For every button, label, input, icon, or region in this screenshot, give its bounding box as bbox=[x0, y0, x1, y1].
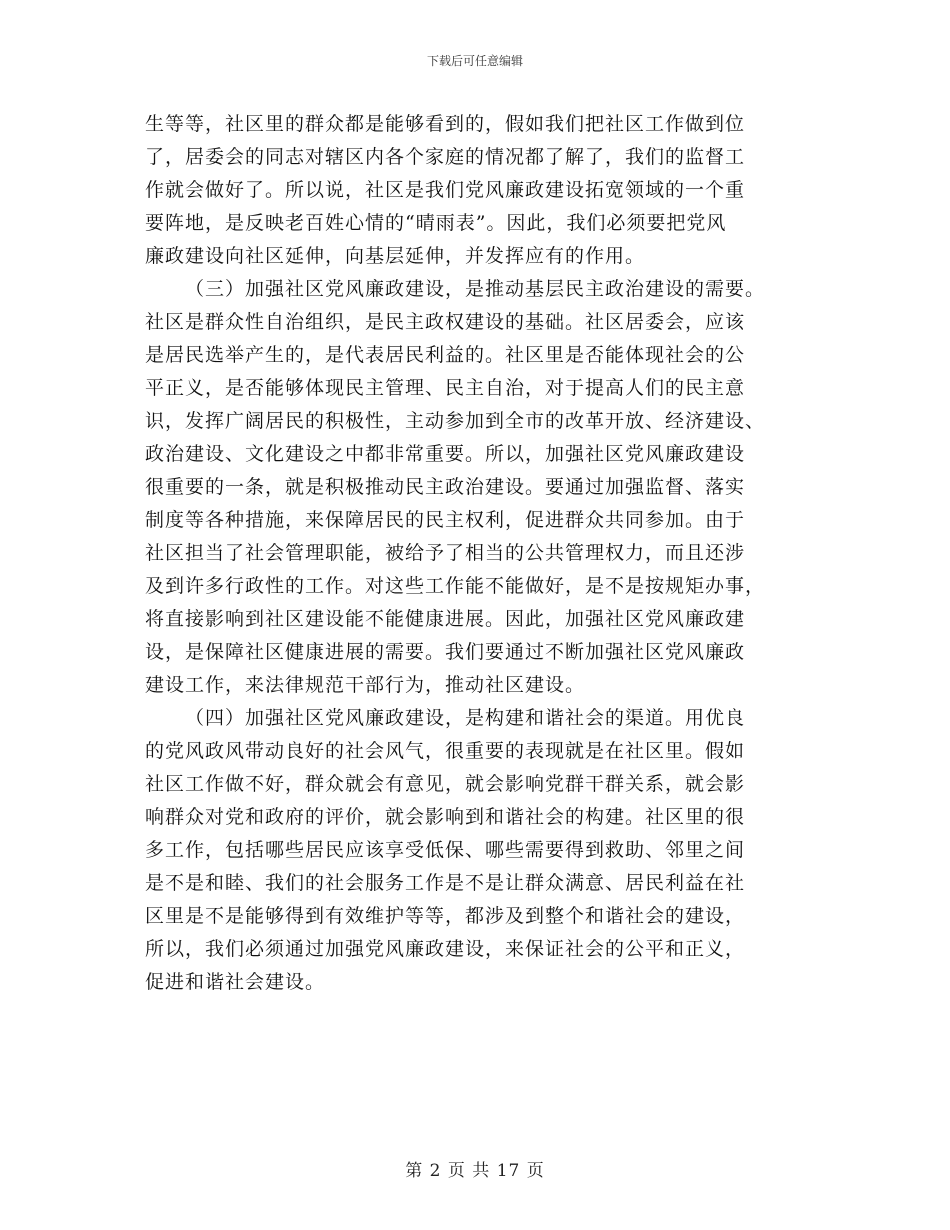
text-line: 将直接影响到社区建设能不能健康进展。因此，加强社区党风廉政建 bbox=[145, 608, 746, 630]
text-line: 是居民选举产生的，是代表居民利益的。社区里是否能体现社会的公 bbox=[145, 344, 746, 366]
text-line: 建设工作，来法律规范干部行为，推动社区建设。 bbox=[145, 674, 586, 696]
text-line: 所以，我们必须通过加强党风廉政建设，来保证社会的公平和正义， bbox=[145, 938, 746, 960]
text-line: 廉政建设向社区延伸，向基层延伸，并发挥应有的作用。 bbox=[145, 245, 646, 267]
text-line: 设，是保障社区健康进展的需要。我们要通过不断加强社区党风廉政 bbox=[145, 641, 746, 663]
text-line: 响群众对党和政府的评价，就会影响到和谐社会的构建。社区里的很 bbox=[145, 806, 746, 828]
text-line: 政治建设、文化建设之中都非常重要。所以，加强社区党风廉政建设 bbox=[145, 443, 746, 465]
text-line: 多工作，包括哪些居民应该享受低保、哪些需要得到救助、邻里之间 bbox=[145, 839, 746, 861]
page-header: 下载后可任意编辑 bbox=[426, 54, 523, 68]
paragraph-start-line: （四）加强社区党风廉政建设，是构建和谐社会的渠道。用优良 bbox=[185, 707, 746, 729]
text-line: 社区担当了社会管理职能，被给予了相当的公共管理权力，而且还涉 bbox=[145, 542, 746, 564]
text-line: 及到许多行政性的工作。对这些工作能不能做好，是不是按规矩办事， bbox=[145, 575, 766, 597]
text-line: 作就会做好了。所以说，社区是我们党风廉政建设拓宽领域的一个重 bbox=[145, 179, 746, 201]
paragraph-start-line: （三）加强社区党风廉政建设，是推动基层民主政治建设的需要。 bbox=[185, 278, 766, 300]
text-line: 是不是和睦、我们的社会服务工作是不是让群众满意、居民利益在社 bbox=[145, 872, 746, 894]
text-line: 平正义，是否能够体现民主管理、民主自治，对于提高人们的民主意 bbox=[145, 377, 746, 399]
text-line: 的党风政风带动良好的社会风气，很重要的表现就是在社区里。假如 bbox=[145, 740, 746, 762]
text-line: 生等等，社区里的群众都是能够看到的，假如我们把社区工作做到位 bbox=[145, 113, 746, 135]
page-footer: 第 2 页 共 17 页 bbox=[405, 1161, 545, 1181]
text-line: 了，居委会的同志对辖区内各个家庭的情况都了解了，我们的监督工 bbox=[145, 146, 746, 168]
text-line: 很重要的一条，就是积极推动民主政治建设。要通过加强监督、落实 bbox=[145, 476, 746, 498]
text-line: 社区工作做不好，群众就会有意见，就会影响党群干群关系，就会影 bbox=[145, 773, 746, 795]
text-line: 制度等各种措施，来保障居民的民主权利，促进群众共同参加。由于 bbox=[145, 509, 746, 531]
text-line: 促进和谐社会建设。 bbox=[145, 971, 326, 993]
text-line: 区里是不是能够得到有效维护等等，都涉及到整个和谐社会的建设， bbox=[145, 905, 746, 927]
text-line: 要阵地，是反映老百姓心情的“晴雨表”。因此，我们必须要把党风 bbox=[145, 212, 727, 234]
text-line: 识，发挥广阔居民的积极性，主动参加到全市的改革开放、经济建设、 bbox=[145, 410, 766, 432]
document-body bbox=[145, 108, 815, 999]
text-line: 社区是群众性自治组织，是民主政权建设的基础。社区居委会，应该 bbox=[145, 311, 746, 333]
